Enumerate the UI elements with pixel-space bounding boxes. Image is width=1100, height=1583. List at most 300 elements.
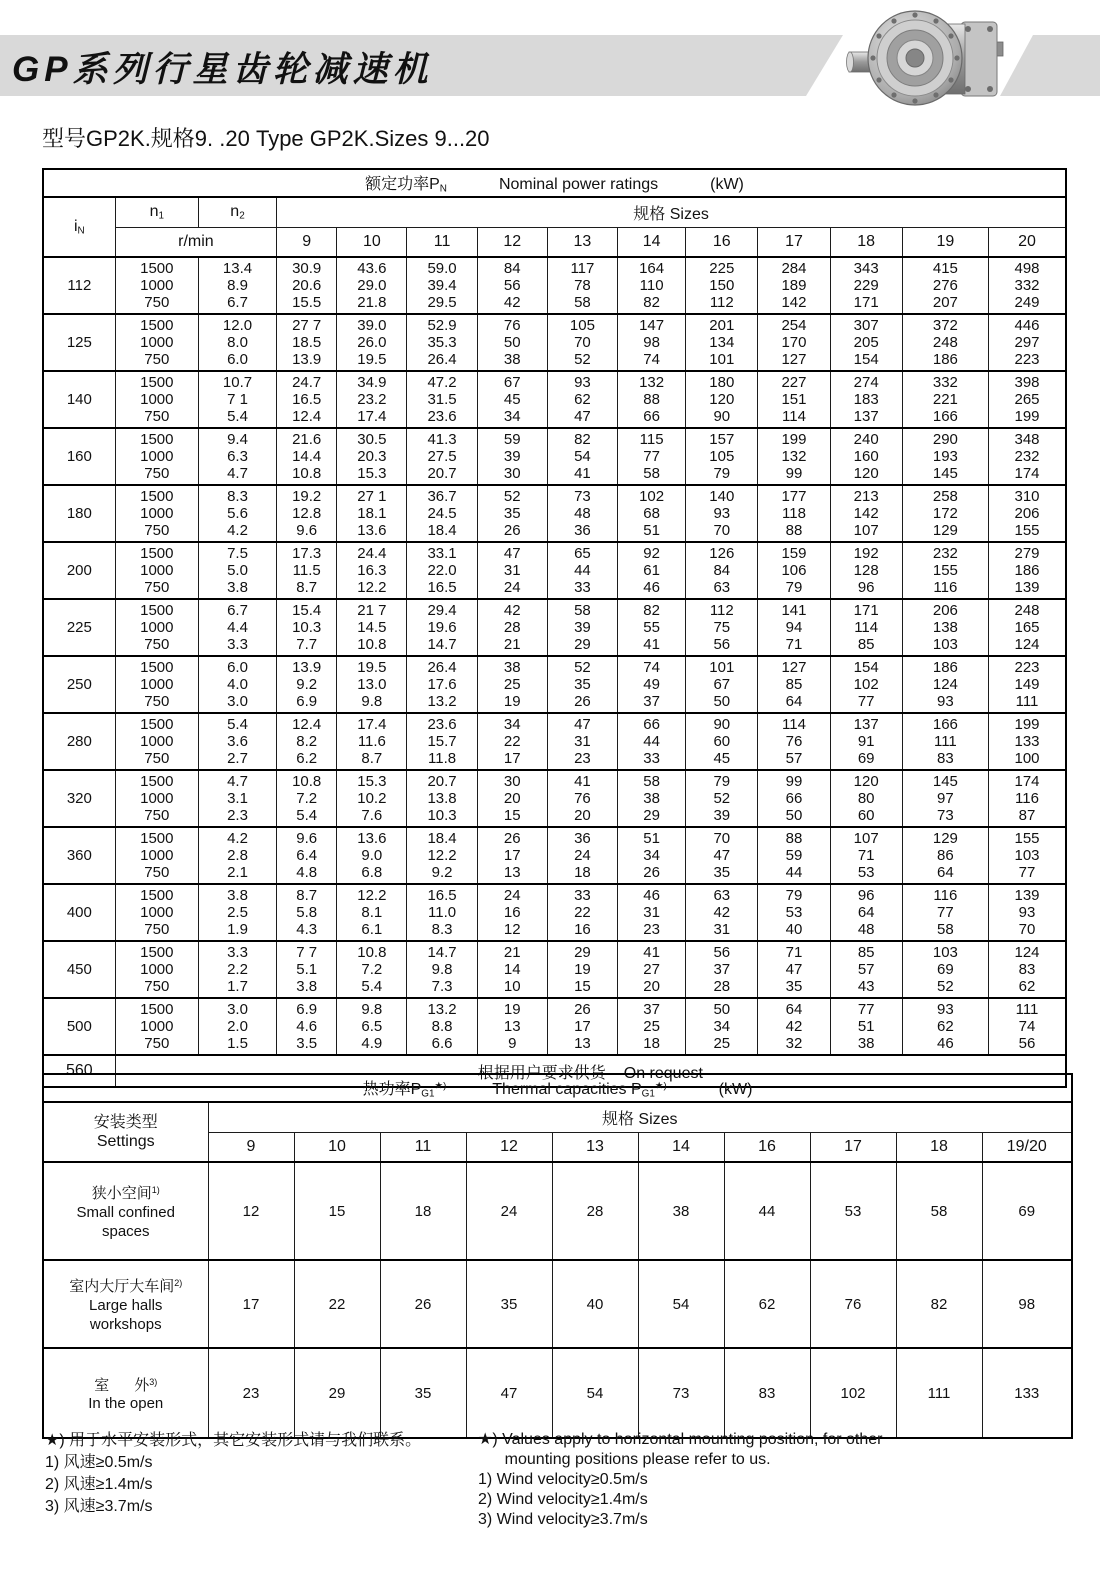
- cell-line: 16: [574, 921, 591, 938]
- ratio-cell: 560: [43, 1055, 115, 1087]
- power-value-cell: [618, 884, 686, 941]
- ratio-cell: [43, 314, 115, 371]
- n1-speed-cell: [115, 998, 198, 1055]
- cell-line: 29.5: [427, 294, 457, 311]
- power-value-cell: [547, 884, 617, 941]
- cell-line: 93: [937, 1001, 954, 1018]
- cell-line: 1500: [140, 431, 174, 448]
- cell-line: 34.9: [357, 374, 387, 391]
- cell-line: 14.5: [357, 619, 387, 636]
- cell-line: 115: [639, 431, 664, 448]
- cell-line: 44: [643, 733, 660, 750]
- cell-line: 9.8: [361, 693, 383, 710]
- cell-line: 174: [1014, 465, 1040, 482]
- cell-line: 139: [1014, 579, 1040, 596]
- cell-line: 85: [857, 944, 875, 961]
- cell-line: 20: [503, 790, 521, 807]
- cell-line: 4.8: [296, 864, 318, 881]
- power-value-cell: [477, 257, 547, 314]
- cell-line: 265: [1014, 391, 1040, 408]
- cell-line: 6.8: [361, 864, 383, 881]
- setting-label-en: spaces: [101, 1222, 150, 1240]
- power-value-cell: [277, 257, 337, 314]
- power-value-cell: [989, 314, 1067, 371]
- n2-speed-cell: [198, 371, 276, 428]
- cell-line: 157: [709, 431, 735, 448]
- cell-line: 67: [713, 676, 731, 693]
- cell-line: 13.4: [222, 260, 253, 277]
- cell-line: 201: [709, 317, 735, 334]
- cell-line: 47: [713, 847, 731, 864]
- cell-line: 750: [144, 636, 170, 653]
- power-value-cell: [407, 941, 477, 998]
- power-value-cell: [830, 656, 902, 713]
- cell-line: 221: [932, 391, 958, 408]
- cell-line: 118: [782, 505, 806, 522]
- cell-line: 138: [932, 619, 958, 636]
- thermal-table-row: [43, 1162, 1072, 1260]
- cell-line: 35: [503, 505, 521, 522]
- cell-line: 332: [932, 374, 958, 391]
- cell-line: 1500: [140, 545, 174, 562]
- cell-line: 74: [1018, 1018, 1036, 1035]
- power-value-cell: [277, 485, 337, 542]
- cell-line: 17.4: [357, 716, 387, 733]
- cell-line: 98: [1018, 1295, 1036, 1313]
- cell-line: 33: [643, 750, 660, 767]
- cell-line: 25: [713, 1035, 731, 1052]
- cell-line: 98: [643, 334, 660, 351]
- cell-line: 1000: [140, 676, 174, 693]
- thermal-table-title-row: [43, 1074, 1072, 1102]
- cell-line: 10.8: [357, 944, 387, 961]
- power-value-cell: [686, 770, 758, 827]
- cell-line: 24: [500, 1202, 518, 1220]
- power-value-cell: [902, 998, 988, 1055]
- cell-line: 80: [857, 790, 875, 807]
- cell-line: 66: [643, 716, 660, 733]
- cell-line: 284: [781, 260, 807, 277]
- cell-line: 19.6: [427, 619, 457, 636]
- cell-line: 83: [937, 750, 954, 767]
- header-banner-right: [1000, 35, 1100, 96]
- cell-line: 52: [574, 351, 591, 368]
- ratio-cell: [43, 428, 115, 485]
- cell-line: 68: [643, 505, 660, 522]
- cell-line: 186: [932, 659, 958, 676]
- cell-line: 45: [503, 391, 521, 408]
- cell-line: 94: [785, 619, 803, 636]
- cell-line: 750: [144, 978, 170, 995]
- cell-line: 6.7: [227, 602, 248, 619]
- power-value-cell: [758, 428, 830, 485]
- cell-line: 1500: [140, 887, 174, 904]
- cell-line: 58: [574, 602, 591, 619]
- cell-line: 1000: [140, 1018, 174, 1035]
- cell-line: 30: [503, 465, 521, 482]
- cell-line: 5.6: [227, 505, 248, 522]
- cell-line: 1000: [140, 448, 174, 465]
- cell-line: 1000: [140, 562, 174, 579]
- power-value-cell: [618, 656, 686, 713]
- cell-line: 56: [713, 944, 731, 961]
- cell-line: 35: [713, 864, 731, 881]
- power-value-cell: [477, 656, 547, 713]
- n2-speed-cell: [198, 485, 276, 542]
- power-value-cell: [337, 599, 407, 656]
- cell-line: 12.4: [292, 408, 322, 425]
- cell-line: 1500: [140, 716, 174, 733]
- cell-line: 50: [503, 334, 521, 351]
- footnote-line: mounting positions please refer to us.: [478, 1451, 771, 1468]
- cell-line: 70: [713, 522, 731, 539]
- cell-line: 127: [781, 659, 807, 676]
- power-value-cell: [407, 599, 477, 656]
- cell-line: 42: [713, 904, 731, 921]
- cell-line: 12.4: [292, 716, 322, 733]
- cell-line: 63: [713, 579, 731, 596]
- cell-line: 34: [643, 847, 660, 864]
- power-value-cell: [277, 713, 337, 770]
- power-value-cell: [547, 314, 617, 371]
- cell-line: 5.4: [296, 807, 318, 824]
- cell-line: 9.0: [361, 847, 383, 864]
- cell-line: 258: [932, 488, 958, 505]
- power-value-cell: [686, 656, 758, 713]
- power-value-cell: [477, 428, 547, 485]
- cell-line: 90: [713, 408, 731, 425]
- cell-line: 83: [758, 1384, 776, 1402]
- power-value-cell: [337, 941, 407, 998]
- thermal-value-cell: [552, 1260, 638, 1348]
- cell-line: 31: [643, 904, 660, 921]
- cell-line: 18: [643, 1035, 660, 1052]
- cell-line: 1000: [140, 904, 174, 921]
- cell-line: 750: [144, 579, 170, 596]
- cell-line: 112: [709, 294, 734, 311]
- cell-line: 166: [932, 408, 958, 425]
- power-value-cell: [477, 770, 547, 827]
- power-value-cell: [618, 485, 686, 542]
- cell-line: 30.9: [292, 260, 322, 277]
- cell-line: 96: [857, 579, 875, 596]
- cell-line: 13.2: [427, 693, 457, 710]
- ratio-cell: [43, 827, 115, 884]
- power-value-cell: [989, 656, 1067, 713]
- cell-line: 35: [500, 1295, 518, 1313]
- setting-label-zh: 狭小空间$^{1)}$: [91, 1184, 160, 1202]
- cell-line: 232: [932, 545, 958, 562]
- power-value-cell: [277, 599, 337, 656]
- cell-line: 52: [713, 790, 731, 807]
- cell-line: 39.0: [357, 317, 387, 334]
- power-value-cell: [686, 998, 758, 1055]
- cell-line: 59.0: [427, 260, 457, 277]
- cell-line: 150: [709, 277, 735, 294]
- power-value-cell: [277, 884, 337, 941]
- cell-line: 40: [785, 921, 803, 938]
- cell-line: 61: [643, 562, 660, 579]
- power-value-cell: [758, 713, 830, 770]
- cell-line: 24.7: [292, 374, 322, 391]
- n1-speed-cell: [115, 257, 198, 314]
- ratio-cell: [43, 941, 115, 998]
- n1-speed-cell: [115, 485, 198, 542]
- cell-line: 183: [853, 391, 879, 408]
- cell-line: 180: [66, 505, 92, 522]
- cell-line: 22.0: [427, 562, 457, 579]
- power-value-cell: [618, 827, 686, 884]
- n1-speed-cell: [115, 713, 198, 770]
- cell-line: 93: [1018, 904, 1036, 921]
- cell-line: 36.7: [427, 488, 457, 505]
- cell-line: 93: [574, 374, 591, 391]
- cell-line: 31: [713, 921, 731, 938]
- cell-line: 5.4: [361, 978, 383, 995]
- cell-line: 62: [758, 1295, 776, 1313]
- cell-line: 29: [574, 636, 591, 653]
- cell-line: 139: [1014, 887, 1040, 904]
- cell-line: 23: [574, 750, 591, 767]
- cell-line: 44: [574, 562, 591, 579]
- cell-line: 64: [785, 1001, 803, 1018]
- size-column-header: 17: [758, 228, 830, 258]
- cell-line: 17: [503, 847, 521, 864]
- cell-line: 398: [1014, 374, 1040, 391]
- cell-line: 13.9: [292, 659, 322, 676]
- cell-line: 446: [1014, 317, 1040, 334]
- cell-line: 73: [672, 1384, 690, 1402]
- power-value-cell: [830, 713, 902, 770]
- cell-line: 11.0: [428, 904, 457, 921]
- cell-line: 102: [840, 1384, 866, 1402]
- size-column-header: 9: [208, 1133, 294, 1163]
- power-value-cell: [547, 941, 617, 998]
- cell-line: 15: [574, 978, 591, 995]
- ratio-cell: [43, 998, 115, 1055]
- power-value-cell: [337, 485, 407, 542]
- cell-line: 13.6: [357, 522, 387, 539]
- power-value-cell: [686, 314, 758, 371]
- power-value-cell: [830, 371, 902, 428]
- cell-line: 85: [785, 676, 803, 693]
- cell-line: 73: [574, 488, 591, 505]
- cell-line: 36: [574, 830, 591, 847]
- power-value-cell: [547, 542, 617, 599]
- n2-speed-cell: [198, 827, 276, 884]
- on-request-en: On request: [623, 1064, 703, 1082]
- cell-line: 111: [927, 1384, 951, 1402]
- cell-line: 223: [1014, 659, 1040, 676]
- cell-line: 13.0: [357, 676, 387, 693]
- power-value-cell: [477, 713, 547, 770]
- thermal-value-cell: [810, 1348, 896, 1438]
- power-value-cell: [477, 599, 547, 656]
- cell-line: 2.3: [227, 807, 248, 824]
- cell-line: 101: [709, 659, 735, 676]
- cell-line: 415: [932, 260, 958, 277]
- n1-speed-cell: [115, 314, 198, 371]
- page-title: GP系列行星齿轮减速机: [12, 50, 433, 89]
- cell-line: 30.5: [357, 431, 387, 448]
- power-value-cell: [989, 485, 1067, 542]
- cell-line: 1.9: [227, 921, 248, 938]
- cell-line: 42: [503, 602, 521, 619]
- cell-line: 51: [643, 522, 660, 539]
- power-value-cell: [477, 542, 547, 599]
- power-value-cell: [337, 998, 407, 1055]
- cell-line: 13.8: [427, 790, 457, 807]
- cell-line: 54: [586, 1384, 604, 1402]
- cell-line: 12.2: [357, 887, 387, 904]
- cell-line: 71: [785, 944, 803, 961]
- cell-line: 82: [574, 431, 591, 448]
- cell-line: 4.2: [227, 522, 248, 539]
- cell-line: 17.4: [357, 408, 387, 425]
- cell-line: 17: [503, 750, 521, 767]
- cell-line: 79: [785, 887, 803, 904]
- cell-line: 165: [1014, 619, 1040, 636]
- thermal-value-cell: [466, 1162, 552, 1260]
- cell-line: 155: [932, 562, 958, 579]
- power-value-cell: [902, 770, 988, 827]
- power-table-row: [43, 428, 1066, 485]
- thermal-value-cell: [380, 1162, 466, 1260]
- cell-line: 6.1: [361, 921, 383, 938]
- cell-line: 1500: [140, 659, 174, 676]
- cell-line: 29.4: [427, 602, 457, 619]
- cell-line: 1500: [140, 260, 174, 277]
- footnote-marker: 2): [174, 1278, 183, 1289]
- cell-line: 10.3: [292, 619, 322, 636]
- cell-line: 5.4: [227, 716, 248, 733]
- cell-line: 7.2: [361, 961, 383, 978]
- cell-line: 8.1: [361, 904, 383, 921]
- cell-line: 8.7: [296, 887, 318, 904]
- cell-line: 33: [574, 887, 591, 904]
- cell-line: 70: [713, 830, 731, 847]
- cell-line: 90: [713, 716, 731, 733]
- thermal-value-cell: [724, 1162, 810, 1260]
- cell-line: 500: [66, 1018, 92, 1035]
- cell-line: 750: [144, 351, 170, 368]
- cell-line: 75: [713, 619, 731, 636]
- cell-line: 34: [503, 408, 521, 425]
- cell-line: 59: [785, 847, 803, 864]
- cell-line: 29.0: [357, 277, 387, 294]
- cell-line: 154: [853, 351, 879, 368]
- cell-line: 77: [643, 448, 660, 465]
- ratio-cell: [43, 485, 115, 542]
- power-table-header-row-1: [43, 197, 1066, 228]
- cell-line: 1000: [140, 961, 174, 978]
- power-value-cell: [337, 884, 407, 941]
- cell-line: 177: [781, 488, 807, 505]
- cell-line: 111: [1015, 693, 1039, 710]
- cell-line: 16.3: [357, 562, 387, 579]
- cell-line: 280: [66, 733, 92, 750]
- cell-line: 7 1: [227, 391, 248, 408]
- power-value-cell: [902, 371, 988, 428]
- cell-line: 13: [503, 1018, 521, 1035]
- cell-line: 26: [574, 1001, 591, 1018]
- cell-line: 232: [1014, 448, 1040, 465]
- cell-line: 1000: [140, 733, 174, 750]
- power-value-cell: [830, 884, 902, 941]
- cell-line: 25: [503, 676, 521, 693]
- cell-line: 133: [1014, 1384, 1040, 1402]
- size-column-header: 17: [810, 1133, 896, 1163]
- cell-line: 1500: [140, 488, 174, 505]
- cell-line: 38: [857, 1035, 875, 1052]
- power-value-cell: [547, 599, 617, 656]
- n2-speed-cell: [198, 713, 276, 770]
- power-value-cell: [407, 884, 477, 941]
- cell-line: 248: [932, 334, 958, 351]
- cell-line: 58: [643, 465, 660, 482]
- cell-line: 13: [503, 864, 521, 881]
- cell-line: 240: [853, 431, 879, 448]
- cell-line: 20.6: [292, 277, 322, 294]
- power-value-cell: [830, 542, 902, 599]
- cell-line: 60: [857, 807, 875, 824]
- cell-line: 9.2: [296, 676, 318, 693]
- cell-line: 320: [66, 790, 92, 807]
- cell-line: 12: [503, 921, 521, 938]
- cell-line: 10.3: [427, 807, 457, 824]
- cell-line: 86: [937, 847, 954, 864]
- cell-line: 19.5: [357, 659, 387, 676]
- cell-line: 114: [782, 716, 806, 733]
- cell-line: 145: [932, 773, 958, 790]
- cell-line: 116: [1015, 790, 1039, 807]
- power-table-row: [43, 599, 1066, 656]
- cell-line: 3.0: [227, 1001, 248, 1018]
- power-value-cell: [618, 428, 686, 485]
- thermal-value-cell: [466, 1348, 552, 1438]
- cell-line: 110: [639, 277, 664, 294]
- cell-line: 52: [937, 978, 954, 995]
- power-value-cell: [686, 485, 758, 542]
- cell-line: 14: [503, 961, 521, 978]
- cell-line: 4.0: [227, 676, 248, 693]
- cell-line: 8.9: [227, 277, 248, 294]
- n1-speed-cell: [115, 770, 198, 827]
- cell-line: 38: [643, 790, 660, 807]
- cell-line: 2.0: [227, 1018, 248, 1035]
- cell-line: 18: [414, 1202, 432, 1220]
- cell-line: 43: [857, 978, 875, 995]
- cell-line: 3.6: [227, 733, 248, 750]
- power-value-cell: [902, 314, 988, 371]
- power-value-cell: [337, 656, 407, 713]
- n2-speed-cell: [198, 770, 276, 827]
- title-unit: (kW): [710, 176, 744, 194]
- cell-line: 107: [853, 830, 879, 847]
- cell-line: 64: [785, 693, 803, 710]
- cell-line: 24: [574, 847, 591, 864]
- cell-line: 49: [643, 676, 660, 693]
- cell-line: 6.0: [227, 659, 248, 676]
- power-value-cell: [758, 257, 830, 314]
- cell-line: 26: [503, 830, 521, 847]
- cell-line: 7.3: [431, 978, 453, 995]
- title-zh: 额定功率P: [365, 176, 440, 194]
- cell-line: 21.8: [357, 294, 387, 311]
- cell-line: 13.2: [427, 1001, 457, 1018]
- cell-line: 12.2: [427, 847, 457, 864]
- cell-line: 29: [574, 944, 591, 961]
